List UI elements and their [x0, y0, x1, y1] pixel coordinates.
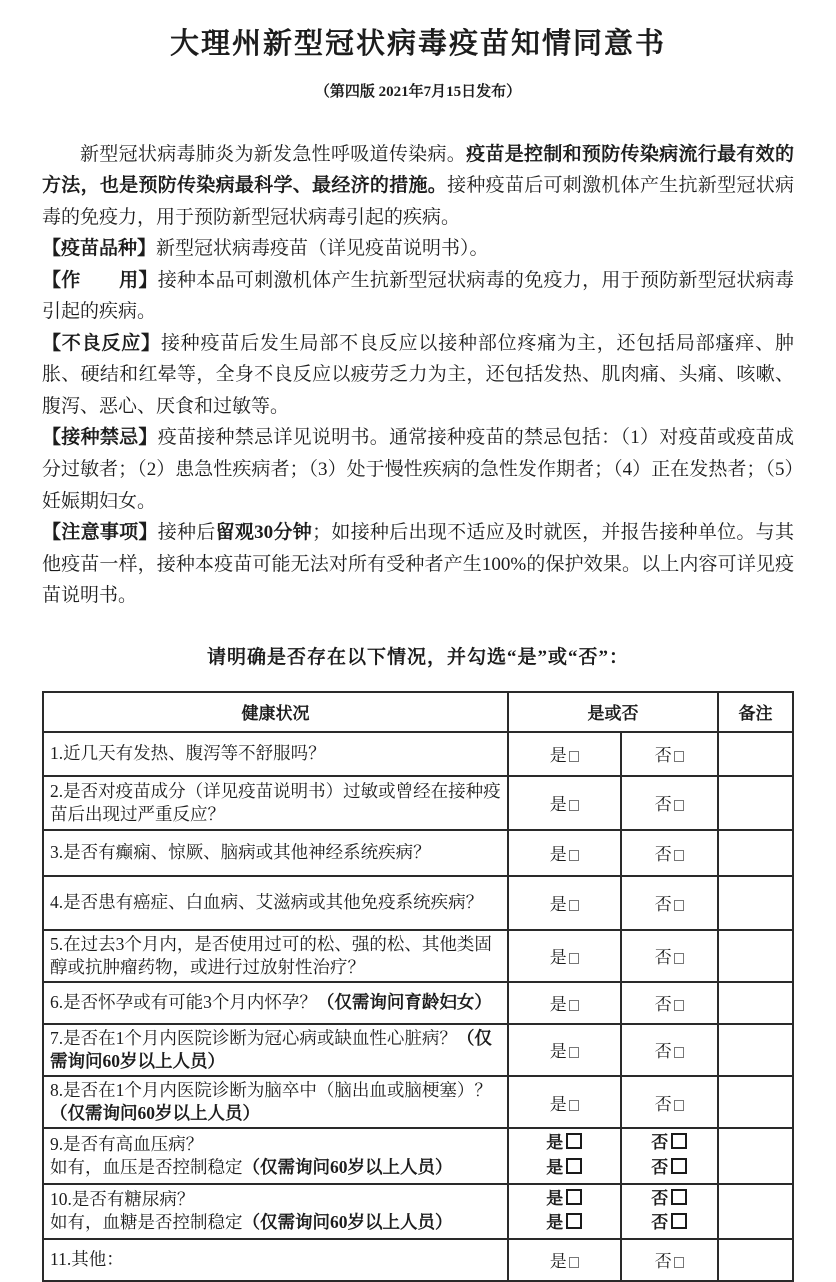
question-bold-note: （仅需询问60岁以上人员）: [242, 1156, 453, 1177]
table-row-q7: [43, 1024, 793, 1076]
no-checkbox[interactable]: [674, 1100, 684, 1111]
no-label: 否: [651, 1133, 669, 1153]
remark-cell: [718, 1076, 793, 1128]
remark-cell: [718, 1239, 793, 1281]
remark-cell: [718, 1128, 793, 1183]
question-line1: 9.是否有高血压病？: [50, 1133, 204, 1154]
yes-label: 是: [546, 1133, 564, 1153]
question-text: [43, 1184, 508, 1239]
question-line1: 10.是否有糖尿病？: [50, 1189, 195, 1210]
yes-checkbox[interactable]: [569, 800, 579, 811]
yes-label: 是: [546, 1188, 564, 1208]
remark-cell: [718, 776, 793, 830]
no-checkbox[interactable]: [671, 1158, 687, 1174]
no-checkbox[interactable]: [674, 800, 684, 811]
page-subtitle: （第四版 2021年7月15日发布）: [314, 83, 522, 100]
yes-checkbox[interactable]: [569, 1000, 579, 1011]
health-status-table: [42, 691, 794, 1282]
table-row-q6: [43, 982, 793, 1024]
yes-label: 是: [549, 795, 567, 815]
no-label: 否: [654, 995, 672, 1015]
remark-cell: [718, 1024, 793, 1076]
yes-label: 是: [549, 948, 567, 968]
question-bold-note: （仅需询问60岁以上人员）: [242, 1212, 453, 1233]
remark-cell: [718, 830, 793, 876]
no-label: 否: [651, 1157, 669, 1177]
yes-checkbox[interactable]: [569, 953, 579, 964]
section-precautions-bold: 留观30分钟: [215, 522, 313, 544]
no-checkbox[interactable]: [674, 900, 684, 911]
section-precautions: [42, 517, 794, 612]
header-yes-or-no: 是或否: [508, 692, 718, 732]
yes-checkbox[interactable]: [569, 1047, 579, 1058]
table-row-q4: [43, 876, 793, 930]
section-text-contraindications: 疫苗接种禁忌详见说明书。通常接种疫苗的禁忌包括：（1）对疫苗或疫苗成分过敏者；（2）患急性疾病者；（3）处于慢性疾病的急性发作期者；（4）正在发热者；（5）妊娠期妇女。: [42, 427, 794, 512]
table-row-q11: [43, 1239, 793, 1281]
table-row-q9: [43, 1128, 793, 1183]
remark-cell: [718, 982, 793, 1024]
yes-checkbox[interactable]: [566, 1133, 582, 1149]
header-health-status: 健康状况: [43, 692, 508, 732]
remark-cell: [718, 732, 793, 776]
yes-label: 是: [549, 1042, 567, 1062]
remark-cell: [718, 1184, 793, 1239]
question-bold-note: （仅需询问60岁以上人员）: [50, 1103, 260, 1124]
question-bold-note: （仅需询问育龄妇女）: [316, 992, 492, 1013]
table-row-q5: [43, 930, 793, 982]
no-checkbox[interactable]: [671, 1189, 687, 1205]
yes-checkbox[interactable]: [569, 751, 579, 762]
intro-paragraph: [42, 139, 794, 234]
question-text: 5.在过去3个月内，是否使用过可的松、强的松、其他类固醇或抗肿瘤药物，或进行过放射性治疗？: [43, 930, 508, 982]
page-title: 大理州新型冠状病毒疫苗知情同意书: [169, 28, 666, 60]
section-label-effect: 【作 用】: [42, 269, 158, 291]
remark-cell: [718, 930, 793, 982]
section-effect: [42, 265, 794, 328]
no-label: 否: [651, 1188, 669, 1208]
question-text: 6.是否怀孕或有可能3个月内怀孕？（仅需询问育龄妇女）: [43, 982, 508, 1024]
no-checkbox[interactable]: [674, 751, 684, 762]
question-text: 4.是否患有癌症、白血病、艾滋病或其他免疫系统疾病？: [43, 876, 508, 930]
table-row-q10: [43, 1184, 793, 1239]
section-contraindications: [42, 422, 794, 517]
question-text: 7.是否在1个月内医院诊断为冠心病或缺血性心脏病？（仅需询问60岁以上人员）: [43, 1024, 508, 1076]
no-checkbox[interactable]: [674, 850, 684, 861]
document-body: [42, 139, 794, 612]
no-checkbox[interactable]: [671, 1213, 687, 1229]
section-label-precautions: 【注意事项】: [42, 522, 158, 544]
remark-cell: [718, 876, 793, 930]
no-label: 否: [654, 795, 672, 815]
table-row-q8: [43, 1076, 793, 1128]
yes-checkbox[interactable]: [566, 1213, 582, 1229]
question-text: 11.其他：: [43, 1239, 508, 1281]
section-vaccine-type: [42, 233, 794, 265]
section-label-adverse-reactions: 【不良反应】: [42, 332, 161, 354]
header-remark: 备注: [718, 692, 793, 732]
yes-label: 是: [549, 1252, 567, 1272]
no-checkbox[interactable]: [674, 1047, 684, 1058]
section-text-adverse-reactions: 接种疫苗后发生局部不良反应以接种部位疼痛为主，还包括局部瘙痒、肿胀、硬结和红晕等，全身不良反应以疲劳乏力为主，还包括发热、肌肉痛、头痛、咳嗽、腹泻、恶心、厌食和过敏等。: [42, 332, 794, 417]
no-label: 否: [654, 845, 672, 865]
intro-lead: 新型冠状病毒肺炎为新发急性呼吸道传染病。: [80, 143, 467, 165]
section-adverse-reactions: [42, 328, 794, 423]
no-checkbox[interactable]: [674, 1000, 684, 1011]
no-label: 否: [654, 1252, 672, 1272]
no-label: 否: [654, 948, 672, 968]
question-bold-note: （仅需询问60岁以上人员）: [50, 1027, 492, 1071]
question-line2: 如有，血糖是否控制稳定（仅需询问60岁以上人员）: [50, 1212, 453, 1233]
question-text: 2.是否对疫苗成分（详见疫苗说明书）过敏或曾经在接种疫苗后出现过严重反应？: [43, 776, 508, 830]
table-row-q2: [43, 776, 793, 830]
no-checkbox[interactable]: [674, 1257, 684, 1268]
yes-label: 是: [546, 1157, 564, 1177]
no-label: 否: [654, 1042, 672, 1062]
question-text: 3.是否有癫痫、惊厥、脑病或其他神经系统疾病？: [43, 830, 508, 876]
yes-checkbox[interactable]: [569, 850, 579, 861]
yes-label: 是: [549, 845, 567, 865]
yes-checkbox[interactable]: [569, 1100, 579, 1111]
no-checkbox[interactable]: [671, 1133, 687, 1149]
no-checkbox[interactable]: [674, 953, 684, 964]
yes-label: 是: [549, 746, 567, 766]
question-line2: 如有，血压是否控制稳定（仅需询问60岁以上人员）: [50, 1156, 453, 1177]
table-header-row: [43, 692, 793, 732]
yes-label: 是: [546, 1213, 564, 1233]
no-label: 否: [651, 1213, 669, 1233]
section-text-effect: 接种本品可刺激机体产生抗新型冠状病毒的免疫力，用于预防新型冠状病毒引起的疾病。: [42, 269, 794, 323]
question-text: 8.是否在1个月内医院诊断为脑卒中（脑出血或脑梗塞）？（仅需询问60岁以上人员）: [43, 1076, 508, 1128]
yes-label: 是: [549, 895, 567, 915]
section-label-vaccine-type: 【疫苗品种】: [42, 238, 157, 260]
section-label-contraindications: 【接种禁忌】: [42, 427, 158, 449]
section-text-vaccine-type: 新型冠状病毒疫苗（详见疫苗说明书）。: [156, 238, 489, 260]
checklist-prompt: 请明确是否存在以下情况，并勾选“是”或“否”：: [206, 646, 629, 668]
intro-bold: 疫苗是控制和预防传染病流行最有效的方法，也是预防传染病最科学、最经济的措施。: [42, 143, 794, 197]
question-text: [43, 1128, 508, 1183]
no-label: 否: [654, 895, 672, 915]
section-precautions-pre: 接种后: [157, 522, 216, 544]
yes-checkbox[interactable]: [566, 1189, 582, 1205]
section-precautions-post: ；如接种后出现不适应及时就医，并报告接种单位。与其他疫苗一样，接种本疫苗可能无法对所有受种者产生100%的保护效果。以上内容可详见疫苗说明书。: [42, 522, 794, 607]
no-label: 否: [654, 746, 672, 766]
question-text: 1.近几天有发热、腹泻等不舒服吗？: [43, 732, 508, 776]
yes-checkbox[interactable]: [569, 1257, 579, 1268]
table-row-q3: [43, 830, 793, 876]
yes-label: 是: [549, 995, 567, 1015]
yes-checkbox[interactable]: [566, 1158, 582, 1174]
yes-checkbox[interactable]: [569, 900, 579, 911]
yes-label: 是: [549, 1094, 567, 1114]
intro-rest: 接种疫苗后可刺激机体产生抗新型冠状病毒的免疫力，用于预防新型冠状病毒引起的疾病。: [42, 175, 794, 228]
table-row-q1: [43, 732, 793, 776]
no-label: 否: [654, 1094, 672, 1114]
